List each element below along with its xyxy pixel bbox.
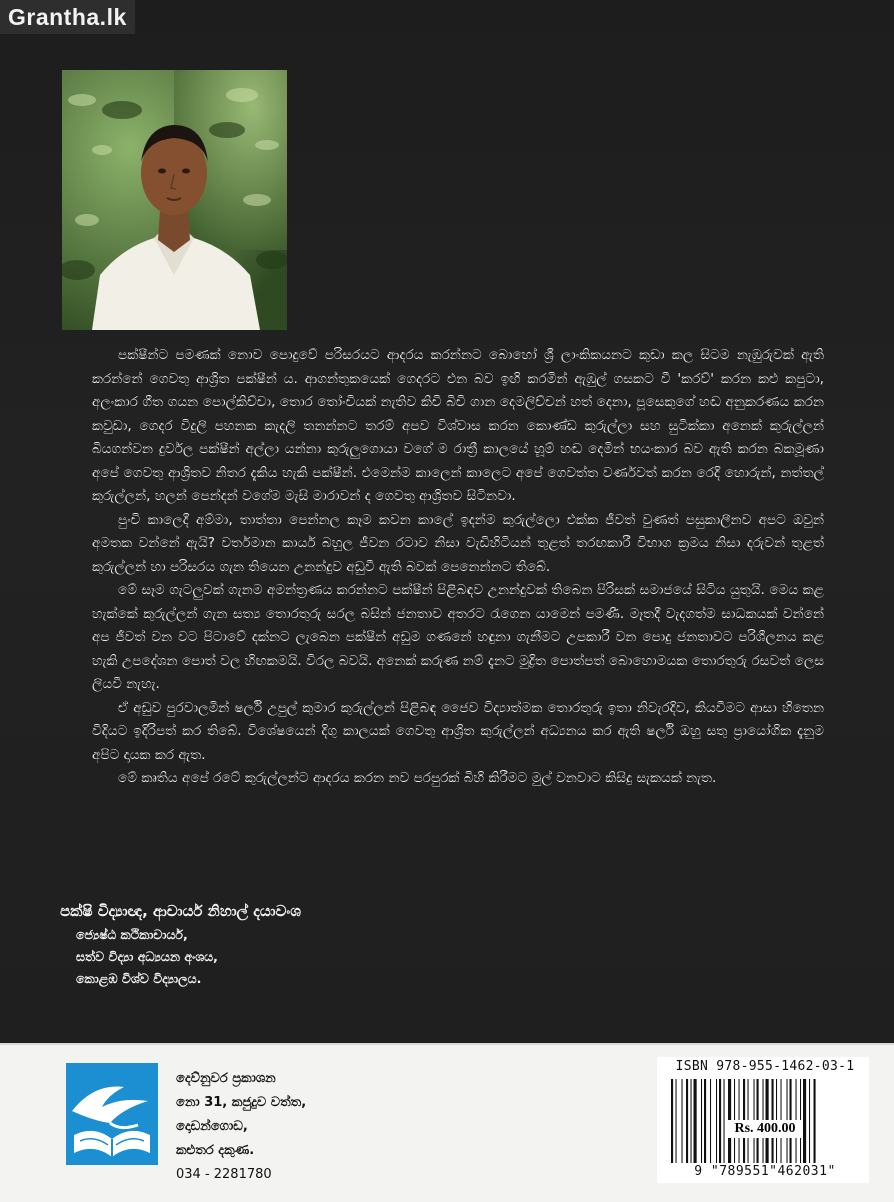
publisher-phone: 034 - 2281780 <box>176 1167 272 1182</box>
barcode-bar <box>676 1079 677 1163</box>
reviewer-name: පක්ෂි විද්‍යාඥ, ආචාර්ය නිහාල් දයාවංශ <box>60 902 301 920</box>
reviewer-university: කොළඹ විශ්ව විද්‍යාලය. <box>76 971 202 986</box>
back-cover-blurb <box>92 344 824 791</box>
blurb-paragraph: පක්ෂීන්ට පමණක් නොව පොදුවේ පරිසරයට ආදරය කරන්නට බොහෝ ශ්‍රී ලාංකිකයනට කුඩා කල සිටම නැඹුරුවක් ඇති කරන්නේ ගෙවතු ආශ්‍රිත පක්ෂීන් ය. ආගන්තුකයෙක් ගෙදරට එන බව ඉඟි කරමින් ඇඹුල් ගසකට වී 'කරව්' කරන කළු කපුටා, අලංකාර ගීත ගයන පොල්කිච්චා, තොර තෝංචියක් නැතිව කිචි බිචි ගාන දෙමලිච්චන් හත් දෙනා, පූසෙකුගේ හඬ අනුකරණය කරන කවුඩා, ගෙදර විදුලි පහනක කැදලි තනන්නට තරම් අපව විශ්වාස කරන කොණ්ඩ කුරුල්ලා සහ සුටික්කා අනෙක් කුරුල්ලන් බියගන්වන දුර්වල පක්ෂීන් අල්ලා යන්නා කුරුලුගොයා වගේ ම රාත්‍රී කාලයේ හූම් හඬ දෙමින් භයංකාර බව ඇති කරන බකමූණා අපේ ගෙවතු ආශ්‍රිතව නිතර දැකිය හැකි පක්ෂීන්. එමෙන්ම කාලෙන් කාලෙට අපේ ගෙවත්ත වර්ණවත් කරන රෙදි හොරුන්, නත්තල් කුරුල්ලන්, හලන් පෙන්දන් වගේම මැසි මාරාවන් ද ගෙවතු ආශ්‍රිතව සිටිනවා. <box>92 347 824 504</box>
isbn-barcode-block <box>657 1057 869 1183</box>
barcode-bar <box>716 1079 717 1163</box>
barcode-bar <box>671 1079 673 1163</box>
reviewer-department: සත්ව විද්‍යා අධ්‍යයන අංශය, <box>76 949 218 964</box>
barcode-bar <box>803 1079 806 1163</box>
barcode-bar <box>814 1079 816 1163</box>
barcode-bar <box>710 1079 711 1163</box>
author-portrait-image <box>62 70 287 330</box>
price-label: Rs. 400.00 <box>727 1120 803 1138</box>
blurb-paragraph: ඒ අඩුව පුරවාලමින් ෂර්ලි උපුල් කුමාර කුරුල්ලන් පිළිබඳ ජෛව විද්‍යාත්මක තොරතුරු ඉතා නිවැරදිව, කියවීමට ආසා හිතෙන විදියට ඉදිරිපත් කර තිබේ. විශේෂයෙන් දිගු කාලයක් ගෙවතු ආශ්‍රිත කුරුල්ලන් අධ්‍යනය කර ඇති ෂර්ලි ඔහු සතු ප්‍රායෝගික දැනුම අපිට දායක කර ඇත. <box>92 699 824 763</box>
barcode-bar <box>724 1079 725 1163</box>
isbn-number: ISBN 978-955-1462-03-1 <box>675 1059 855 1074</box>
barcode-digits: 9 "789551"462031" <box>694 1164 836 1179</box>
reviewer-signature <box>60 898 580 990</box>
barcode-bar <box>719 1079 721 1163</box>
publisher-address <box>176 1067 306 1187</box>
blurb-paragraph: පුංචි කාලෙදී අම්මා, තාත්තා පෙන්නල කෑම කවන කාලේ ඉදන්ම කුරුල්ලො එක්ක ජීවත් වුණත් පසුකාලීනව අපට ඔවුන් අමතක වන්නේ ඇයි? වර්තමාන කාර්ය බහුල ජීවන රටාව නිසා වැඩිහිටියන් තුළත් තරඟකාරී විභාග ක්‍රමය නිසා දරුවන් තුළත් කුරුල්ලන් හා පරිසරය ගැන තියෙන උනන්දුව අඩුවී ඇති බවක් පෙනෙන්නට තිබේ. <box>92 511 824 575</box>
publisher-logo <box>64 1061 160 1167</box>
barcode-bar <box>682 1079 683 1163</box>
author-photo <box>62 70 287 330</box>
address-line: කළුතර දකුණ. <box>176 1143 255 1158</box>
bird-book-logo-icon <box>64 1061 160 1167</box>
publisher-panel <box>0 1043 894 1202</box>
site-watermark: Grantha.lk <box>0 0 135 34</box>
barcode-bar <box>809 1079 810 1163</box>
barcode-bar <box>694 1079 697 1163</box>
address-line: නො 31, කජුදුව වත්ත, <box>176 1095 307 1110</box>
blurb-paragraph: මේ සෑම ගැටලුවක් ගැනම අමන්ත්‍රණය කරන්නට පක්ෂීන් පිළිබඳව උනන්දුවක් තිබෙන පිරිසක් සමාජයේ සිටිය යුතුයි. මෙය කළ හැක්කේ කුරුල්ලන් ගැන සත්‍ය තොරතුරු සරල බසින් ජනතාව අතරට රැගෙන යාමෙන් පමණී. මෑතදී වැදගත්ම සාධකයක් වන්නේ අප ජීවත් වන වට පිටාවේ දක්නට ලැබෙන පක්ෂීන් අඩුම ගණනේ හඳුනා ගැනීමට උපකාරී වන පොදු ජනතාවට පරිශීලනය කළ හැකි උපදේශන පොත් වල හිඟකමයි. විරල බවයි. අනෙක් කරුණ නම් දැනට මුද්‍රිත පොත්පත් බොහොමයක තොරතුරු රසවත් ලෙස ලියවී නැහැ. <box>92 582 824 692</box>
barcode-bar <box>686 1079 688 1163</box>
barcode-bar <box>691 1079 692 1163</box>
barcode-bar <box>704 1079 706 1163</box>
reviewer-title: ජ්‍යෙෂ්ඨ කථිකාචාර්ය, <box>76 927 188 942</box>
publisher-name: දෙව්නුවර ප්‍රකාශන <box>176 1071 276 1086</box>
barcode-bar <box>701 1079 702 1163</box>
blurb-paragraph: මේ කෘතිය අපේ රටේ කුරුල්ලන්ට ආදරය කරන නව පරපුරක් බිහි කිරීමට මුල් වනවාට කිසිදු සැකයක් නැත. <box>118 770 717 786</box>
address-line: දොඩන්ගොඩ, <box>176 1119 248 1134</box>
